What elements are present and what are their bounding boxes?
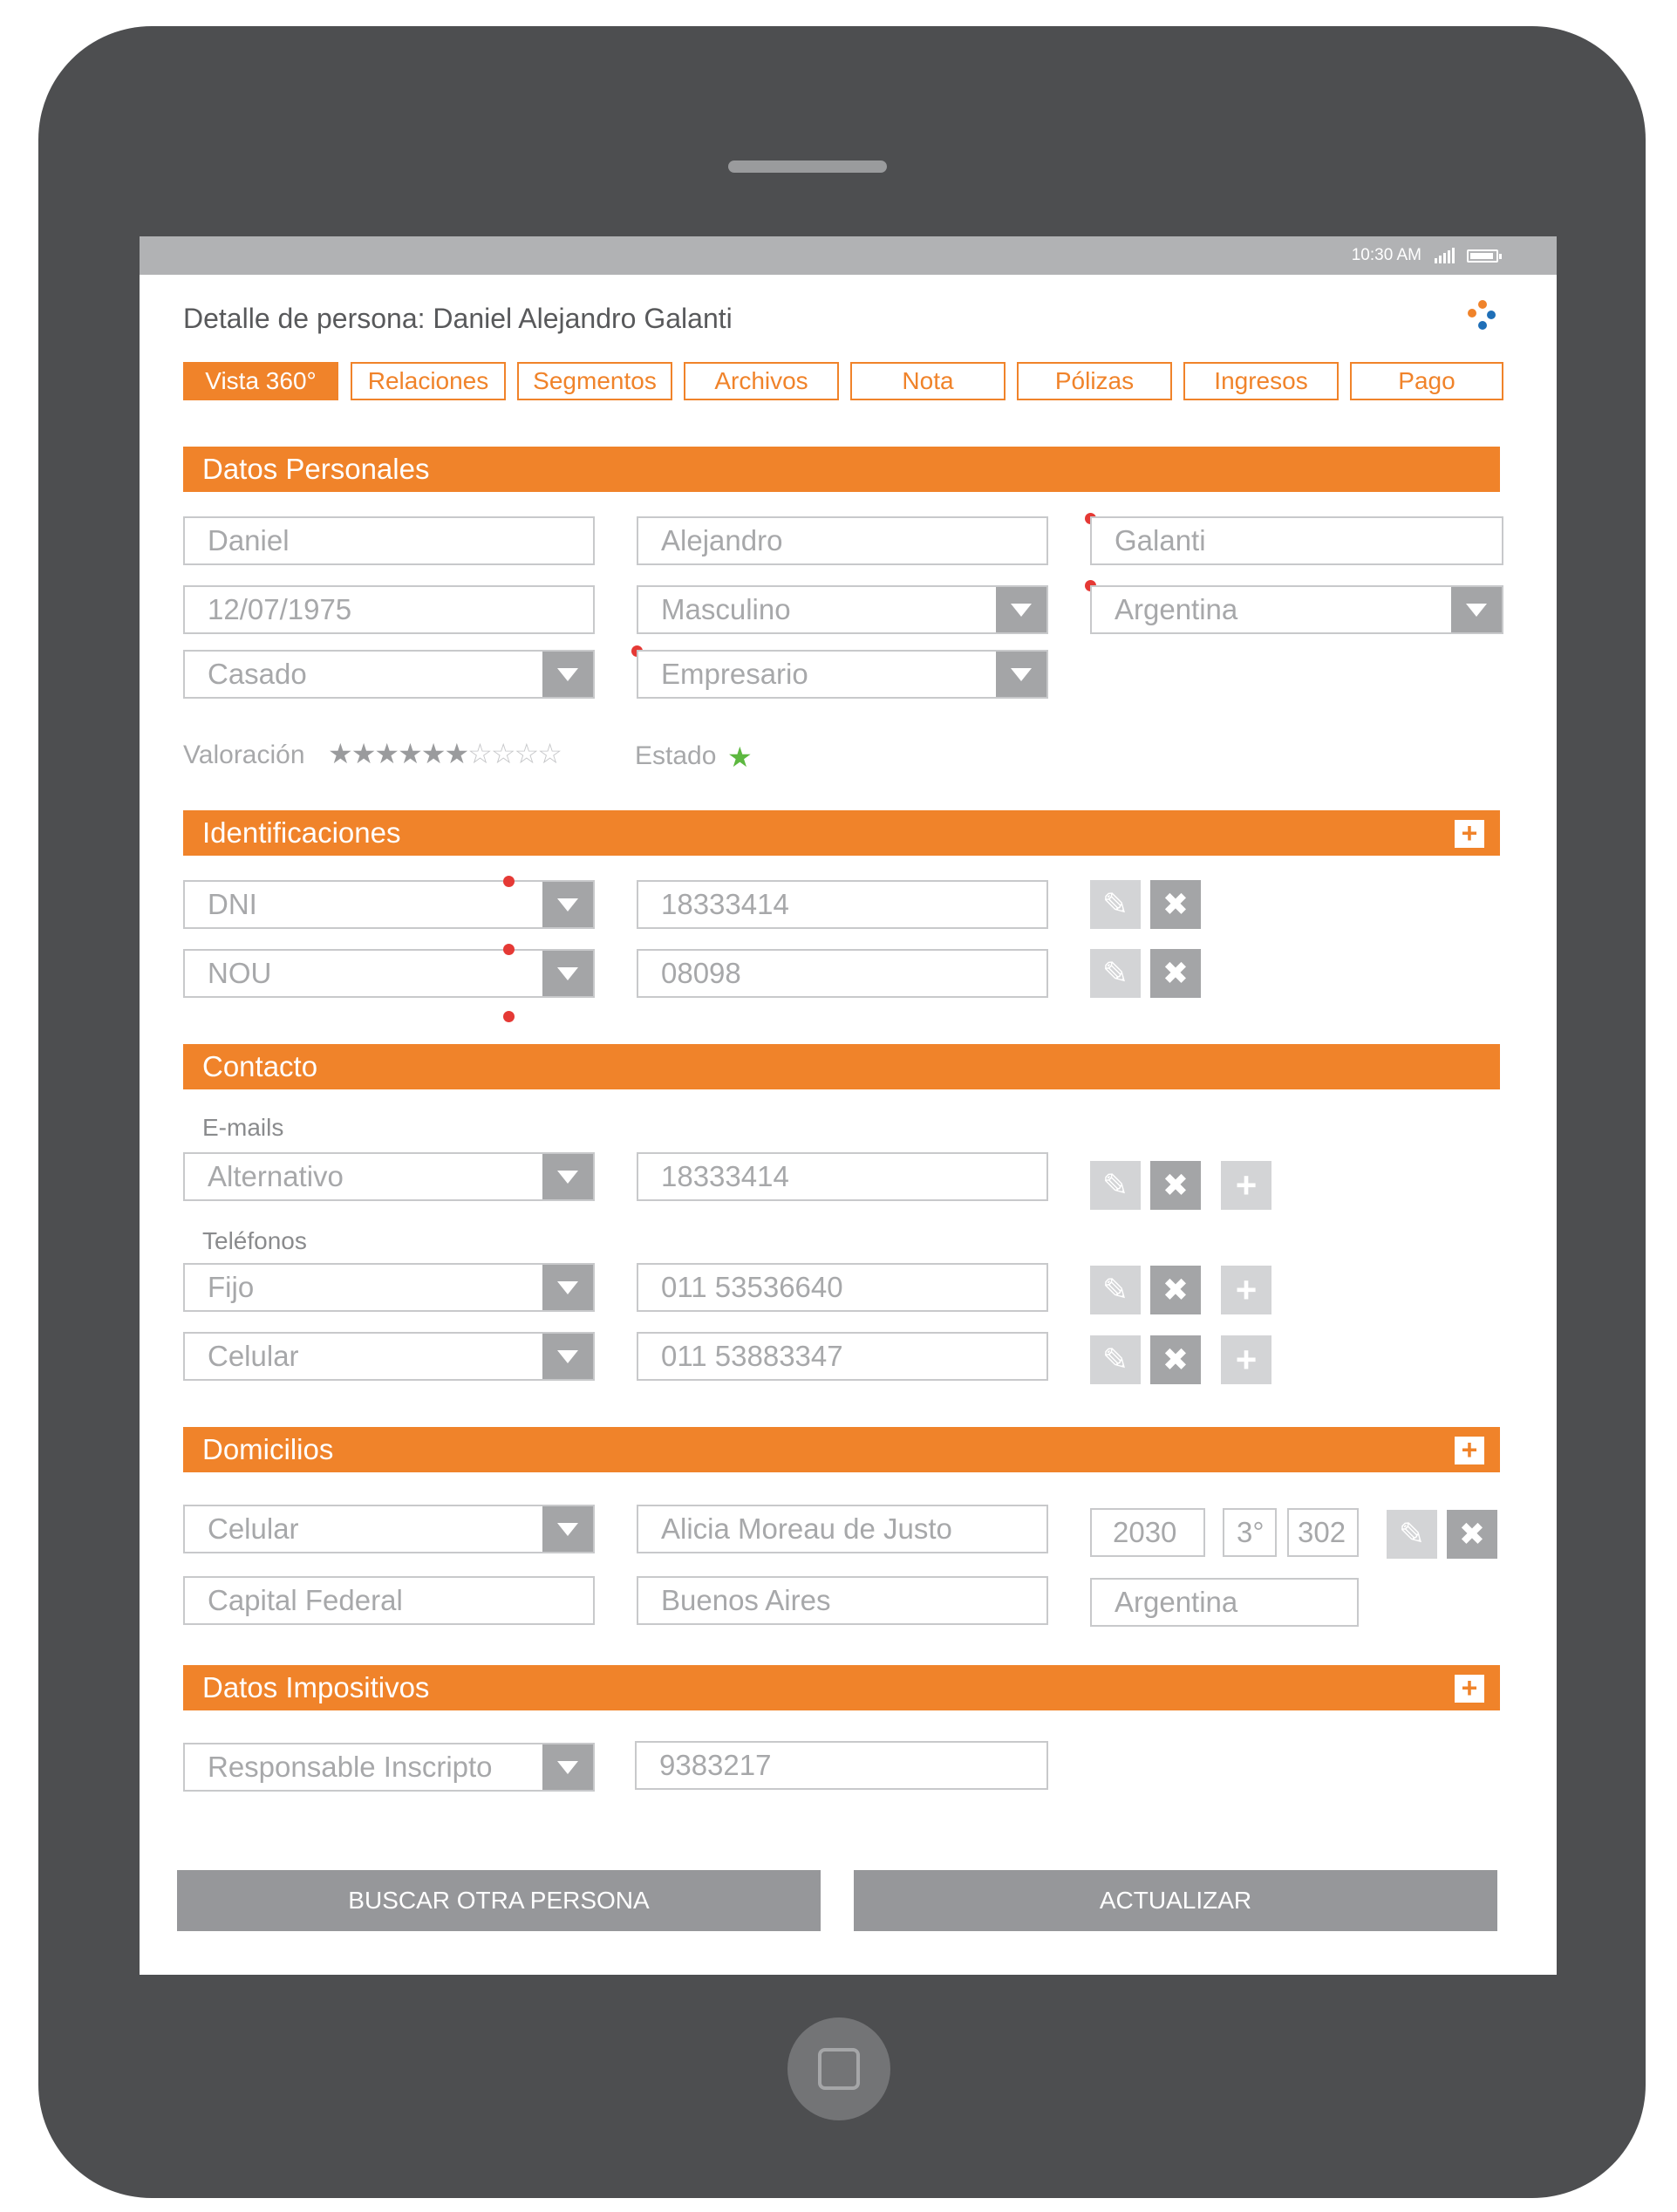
country-select[interactable] (1090, 585, 1503, 634)
section-title: Domicilios (202, 1433, 334, 1465)
chevron-down-icon (1451, 587, 1502, 632)
section-datos-personales (183, 447, 1500, 492)
delete-close-icon[interactable]: ✖ (1447, 1510, 1497, 1559)
star-filled-icon[interactable]: ★ (398, 738, 421, 769)
edit-pencil-icon[interactable]: ✎ (1090, 880, 1141, 929)
middle-name-field[interactable]: Alejandro (637, 516, 1048, 565)
apartment-field[interactable]: 302 (1287, 1508, 1359, 1557)
phone-type-select[interactable] (183, 1332, 595, 1381)
star-empty-icon[interactable]: ☆ (537, 738, 561, 769)
battery-icon (1467, 249, 1498, 263)
edit-pencil-icon[interactable]: ✎ (1090, 1161, 1141, 1210)
address-type-select[interactable] (183, 1505, 595, 1553)
delete-close-icon[interactable]: ✖ (1150, 949, 1201, 998)
signal-icon (1435, 248, 1455, 263)
delete-close-icon[interactable]: ✖ (1150, 1161, 1201, 1210)
section-datos-impositivos (183, 1665, 1500, 1710)
tablet-speaker (728, 160, 887, 173)
birth-date-field[interactable]: 12/07/1975 (183, 585, 595, 634)
required-dot (503, 1011, 515, 1022)
address-country-field[interactable]: Argentina (1090, 1578, 1359, 1627)
star-filled-icon[interactable]: ★ (374, 738, 399, 769)
required-dot (503, 944, 515, 955)
star-filled-icon[interactable]: ★ (351, 738, 375, 769)
email-type-select[interactable] (183, 1152, 595, 1201)
section-contacto (183, 1044, 1500, 1089)
chevron-down-icon (542, 1154, 593, 1199)
id-type-select[interactable] (183, 949, 595, 998)
star-empty-icon[interactable]: ☆ (514, 738, 538, 769)
email-type-value: Alternativo (208, 1160, 344, 1192)
add-plus-icon[interactable]: + (1221, 1335, 1271, 1384)
gender-select[interactable] (637, 585, 1048, 634)
section-domicilios (183, 1427, 1500, 1472)
chevron-down-icon (996, 587, 1046, 632)
country-value: Argentina (1115, 593, 1238, 625)
rating-stars[interactable] (328, 737, 561, 770)
chevron-down-icon (996, 652, 1046, 697)
add-plus-icon[interactable]: + (1221, 1266, 1271, 1314)
edit-pencil-icon[interactable]: ✎ (1090, 949, 1141, 998)
star-empty-icon[interactable]: ☆ (467, 738, 491, 769)
section-identificaciones (183, 810, 1500, 856)
star-filled-icon[interactable]: ★ (328, 738, 351, 769)
chevron-down-icon (542, 1744, 593, 1790)
tab-archivos[interactable]: Archivos (684, 362, 839, 400)
province-field[interactable]: Buenos Aires (637, 1576, 1048, 1625)
street-field[interactable]: Alicia Moreau de Justo (637, 1505, 1048, 1553)
edit-pencil-icon[interactable]: ✎ (1387, 1510, 1437, 1559)
home-square-icon (818, 2048, 860, 2090)
status-label: Estado (635, 741, 717, 770)
occupation-select[interactable] (637, 650, 1048, 699)
tax-condition-select[interactable] (183, 1743, 595, 1792)
tab-nota[interactable]: Nota (850, 362, 1006, 400)
id-type-value: NOU (208, 957, 272, 989)
chevron-down-icon (542, 1265, 593, 1310)
add-identification-button[interactable]: + (1455, 820, 1484, 848)
tab-segmentos[interactable]: Segmentos (517, 362, 672, 400)
id-type-value: DNI (208, 888, 257, 920)
occupation-value: Empresario (661, 658, 808, 690)
update-button[interactable]: ACTUALIZAR (854, 1870, 1497, 1931)
address-type-value: Celular (208, 1512, 299, 1545)
search-other-person-button[interactable]: BUSCAR OTRA PERSONA (177, 1870, 821, 1931)
emails-label: E-mails (202, 1114, 284, 1141)
tax-number-field[interactable]: 9383217 (635, 1741, 1048, 1790)
id-number-field[interactable]: 18333414 (637, 880, 1048, 929)
phone-field[interactable]: 011 53536640 (637, 1263, 1048, 1312)
id-type-select[interactable] (183, 880, 595, 929)
civil-status-select[interactable] (183, 650, 595, 699)
tab-polizas[interactable]: Pólizas (1017, 362, 1172, 400)
star-filled-icon[interactable]: ★ (420, 738, 445, 769)
id-number-field[interactable]: 08098 (637, 949, 1048, 998)
gender-value: Masculino (661, 593, 791, 625)
status-time: 10:30 AM (1351, 246, 1421, 264)
city-field[interactable]: Capital Federal (183, 1576, 595, 1625)
add-plus-icon[interactable]: + (1221, 1161, 1271, 1210)
delete-close-icon[interactable]: ✖ (1150, 1266, 1201, 1314)
chevron-down-icon (542, 951, 593, 996)
tax-condition-value: Responsable Inscripto (208, 1751, 493, 1783)
phone-field[interactable]: 011 53883347 (637, 1332, 1048, 1381)
section-title: Datos Impositivos (202, 1671, 430, 1703)
star-empty-icon[interactable]: ☆ (490, 738, 515, 769)
last-name-field[interactable]: Galanti (1090, 516, 1503, 565)
page-title: Detalle de persona: Daniel Alejandro Galanti (183, 303, 733, 334)
required-dot (503, 876, 515, 887)
first-name-field[interactable]: Daniel (183, 516, 595, 565)
floor-field[interactable]: 3° (1223, 1508, 1277, 1557)
phone-type-value: Celular (208, 1340, 299, 1372)
edit-pencil-icon[interactable]: ✎ (1090, 1266, 1141, 1314)
email-field[interactable]: 18333414 (637, 1152, 1048, 1201)
section-title: Datos Personales (202, 453, 430, 485)
civil-status-value: Casado (208, 658, 307, 690)
tab-vista-360[interactable]: Vista 360° (183, 362, 338, 400)
edit-pencil-icon[interactable]: ✎ (1090, 1335, 1141, 1384)
status-star-icon: ★ (727, 741, 753, 773)
phones-label: Teléfonos (202, 1227, 307, 1254)
add-address-button[interactable]: + (1455, 1437, 1484, 1464)
tab-ingresos[interactable]: Ingresos (1183, 362, 1339, 400)
section-title: Contacto (202, 1050, 318, 1082)
tab-relaciones[interactable]: Relaciones (351, 362, 506, 400)
tab-pago[interactable]: Pago (1350, 362, 1503, 400)
delete-close-icon[interactable]: ✖ (1150, 880, 1201, 929)
chevron-down-icon (542, 1334, 593, 1379)
delete-close-icon[interactable]: ✖ (1150, 1335, 1201, 1384)
section-title: Identificaciones (202, 816, 401, 849)
brand-logo-icon (1465, 296, 1503, 334)
chevron-down-icon (542, 882, 593, 927)
phone-type-select[interactable] (183, 1263, 595, 1312)
status-bar (140, 236, 1557, 275)
star-filled-icon[interactable]: ★ (444, 738, 468, 769)
phone-type-value: Fijo (208, 1271, 255, 1303)
rating-label: Valoración (183, 741, 305, 769)
screen (140, 236, 1557, 1975)
add-tax-button[interactable]: + (1455, 1675, 1484, 1703)
chevron-down-icon (542, 652, 593, 697)
chevron-down-icon (542, 1506, 593, 1552)
street-number-field[interactable]: 2030 (1090, 1508, 1205, 1557)
